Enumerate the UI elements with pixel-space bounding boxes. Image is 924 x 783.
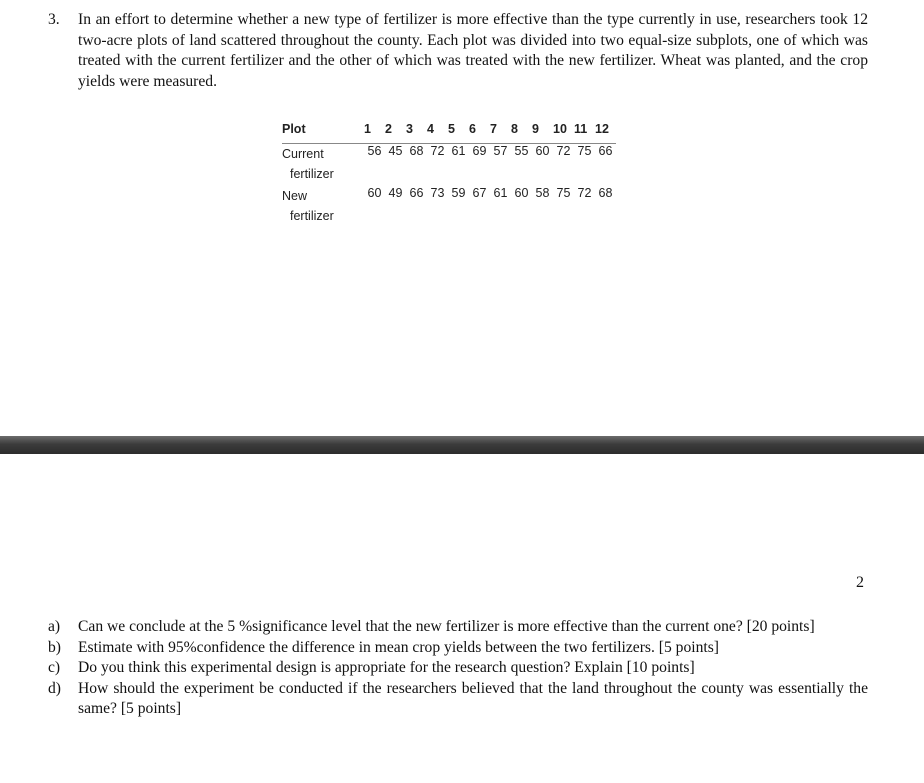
yield-cell: 55 — [514, 144, 529, 158]
part-mark: c) — [48, 659, 61, 676]
part-text: Can we conclude at the 5 %significance level that the new fertilizer is more effective than the current one? [20 points] — [78, 618, 815, 635]
row-label-current — [282, 144, 364, 185]
part-d — [48, 679, 868, 720]
yield-cell: 60 — [367, 186, 382, 200]
yield-cell: 66 — [409, 186, 424, 200]
plot-number: 11 — [574, 120, 595, 144]
plot-number: 3 — [406, 120, 427, 144]
yield-cell: 75 — [556, 186, 571, 200]
plot-number: 2 — [385, 120, 406, 144]
page-number: 2 — [856, 574, 864, 591]
yield-cell: 57 — [493, 144, 508, 158]
yield-cell: 60 — [535, 144, 550, 158]
yield-cell: 68 — [598, 186, 613, 200]
question-parts — [48, 617, 868, 720]
plot-number: 9 — [532, 120, 553, 144]
yield-cell: 58 — [535, 186, 550, 200]
part-c — [48, 658, 868, 679]
part-mark: d) — [48, 679, 61, 697]
yield-cell: 66 — [598, 144, 613, 158]
yield-cell: 45 — [388, 144, 403, 158]
plot-number: 1 — [364, 120, 385, 144]
plot-number: 10 — [553, 120, 574, 144]
yield-cell: 68 — [409, 144, 424, 158]
page-divider — [0, 436, 924, 454]
plot-number: 7 — [490, 120, 511, 144]
part-text: Estimate with 95%confidence the difference in mean crop yields between the two fertilizers. [5 points] — [78, 638, 719, 656]
question-number: 3. — [48, 11, 60, 28]
plot-number: 4 — [427, 120, 448, 144]
plot-number: 8 — [511, 120, 532, 144]
plot-number: 12 — [595, 120, 616, 144]
plot-number: 5 — [448, 120, 469, 144]
yield-cell: 60 — [514, 186, 529, 200]
row-label-line1: New — [282, 189, 308, 203]
yield-cell: 67 — [472, 186, 487, 200]
yield-cell: 61 — [451, 144, 466, 158]
yield-cell: 49 — [388, 186, 403, 200]
table-header-row — [282, 120, 616, 144]
part-mark: b) — [48, 638, 61, 656]
row-label-line2: fertilizer — [290, 167, 334, 181]
table-row-current — [282, 144, 616, 185]
yield-cell: 59 — [451, 186, 466, 200]
yield-cell: 61 — [493, 186, 508, 200]
yield-cell: 69 — [472, 144, 487, 158]
row-label-new — [282, 186, 364, 226]
yield-cell: 56 — [367, 144, 382, 158]
part-a — [48, 617, 868, 638]
row-label-line2: fertilizer — [290, 209, 334, 223]
plot-header: Plot — [282, 120, 364, 144]
yield-cell: 72 — [556, 144, 571, 158]
part-mark: a) — [48, 618, 61, 635]
fertilizer-data-table — [282, 120, 616, 226]
part-text: How should the experiment be conducted if the researchers believed that the land throughout the county was essentially the same? [5 points] — [78, 679, 868, 717]
yield-cell: 72 — [430, 144, 445, 158]
row-label-line1: Current — [282, 147, 324, 161]
yield-cell: 73 — [430, 186, 445, 200]
part-b — [48, 638, 868, 659]
part-text: Do you think this experimental design is appropriate for the research question? Explain [10 points] — [78, 659, 695, 676]
plot-number: 6 — [469, 120, 490, 144]
yield-cell: 72 — [577, 186, 592, 200]
table-row-new — [282, 186, 616, 226]
question-text: In an effort to determine whether a new type of fertilizer is more effective than the type currently in use, researchers took 12 two-acre plots of land scattered throughout the county. Each plot was divided into two equal-size subplots, one of which was treated with the current fertilizer and the other of which was treated with the new fertilizer. Wheat was planted, and the crop yields were measured. — [78, 11, 868, 90]
yield-cell: 75 — [577, 144, 592, 158]
